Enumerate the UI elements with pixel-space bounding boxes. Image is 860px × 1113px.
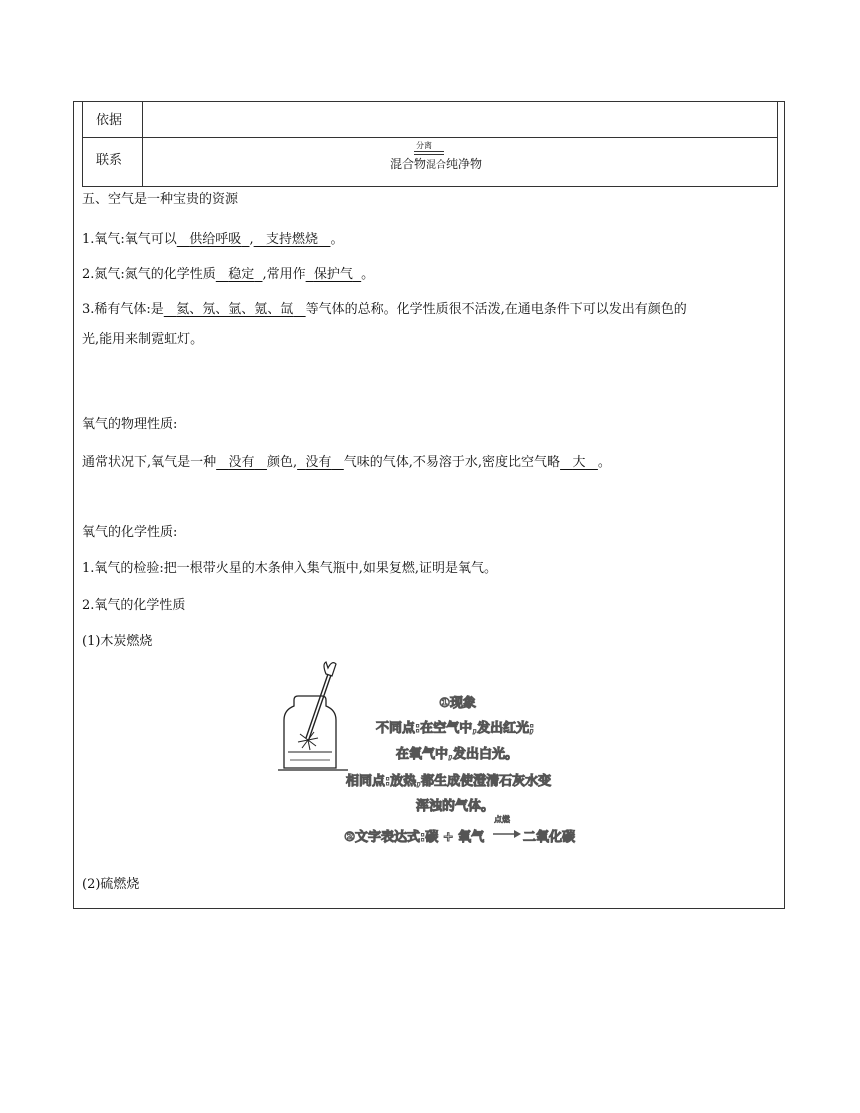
physical-title: 氧气的物理性质: [82,417,178,432]
answer-blank: 保护气 [313,267,353,282]
row-label-basis: 依据 [83,102,143,138]
comparison-table [82,101,778,187]
oxygen-test-line: 1.氧气的检验:把一根带火星的木条伸入集气瓶中,如果复燃,证明是氧气。 [82,561,498,576]
noble-gas-line-2: 光,能用来制霓虹灯。 [82,332,204,347]
chemical-props-heading: 2.氧气的化学性质 [82,598,186,613]
nitrogen-line: 2.氮气:氮气的化学性质 稳定 ,常用作 保护气 。 [82,263,374,282]
arrow-label-separate: 分离 [416,141,432,150]
figure-text: ②文字表达式:碳 + 氧气 [344,830,485,845]
sulfur-heading: (2)硫燃烧 [82,877,140,892]
charcoal-combustion-figure [276,660,586,850]
figure-text: 在氧气中,发出白光。 [396,747,518,762]
relation-cell [143,138,778,187]
table-row [83,138,778,187]
figure-text: 相同点:放热,都生成使澄清石灰水变 [346,774,552,789]
figure-text: ①现象 [439,696,477,711]
mixture-label: 混合物 [390,157,427,171]
figure-text: 点燃 [494,815,510,824]
answer-blank: 支持燃烧 [266,232,319,247]
section-title: 五、空气是一种宝贵的资源 [82,192,239,207]
figure-text: 二氧化碳 [523,830,576,845]
table-row [83,102,778,138]
answer-blank: 稳定 [228,267,255,282]
chemical-title: 氧气的化学性质: [82,525,178,540]
figure-text: 浑浊的气体。 [416,799,495,814]
noble-gas-line: 3.稀有气体:是 氦、氖、氩、氪、氙 等气体的总称。化学性质很不活泼,在通电条件下可以发出有颜色的 [82,298,687,317]
relation-diagram [390,141,483,171]
answer-blank: 供给呼吸 [189,232,242,247]
answer-blank: 没有 [305,455,332,470]
oxygen-line: 1.氧气:氧气可以 供给呼吸 , 支持燃烧 。 [82,228,343,247]
arrow-left-icon [414,154,444,155]
arrow-label-mix: 混合 [426,160,447,171]
pure-label: 纯净物 [446,157,483,171]
row-value-basis [143,102,778,138]
charcoal-heading: (1)木炭燃烧 [82,634,153,649]
answer-blank: 大 [572,455,586,470]
answer-blank: 氦、氖、氩、氪、氙 [176,302,294,317]
figure-text: 不同点:在空气中,发出红光; [376,721,535,736]
row-label-relation: 联系 [83,138,143,187]
physical-line: 通常状况下,氧气是一种 没有 颜色, 没有 气味的气体,不易溶于水,密度比空气略 大 。 [82,451,611,470]
arrow-right-icon [414,151,444,152]
answer-blank: 没有 [228,455,255,470]
